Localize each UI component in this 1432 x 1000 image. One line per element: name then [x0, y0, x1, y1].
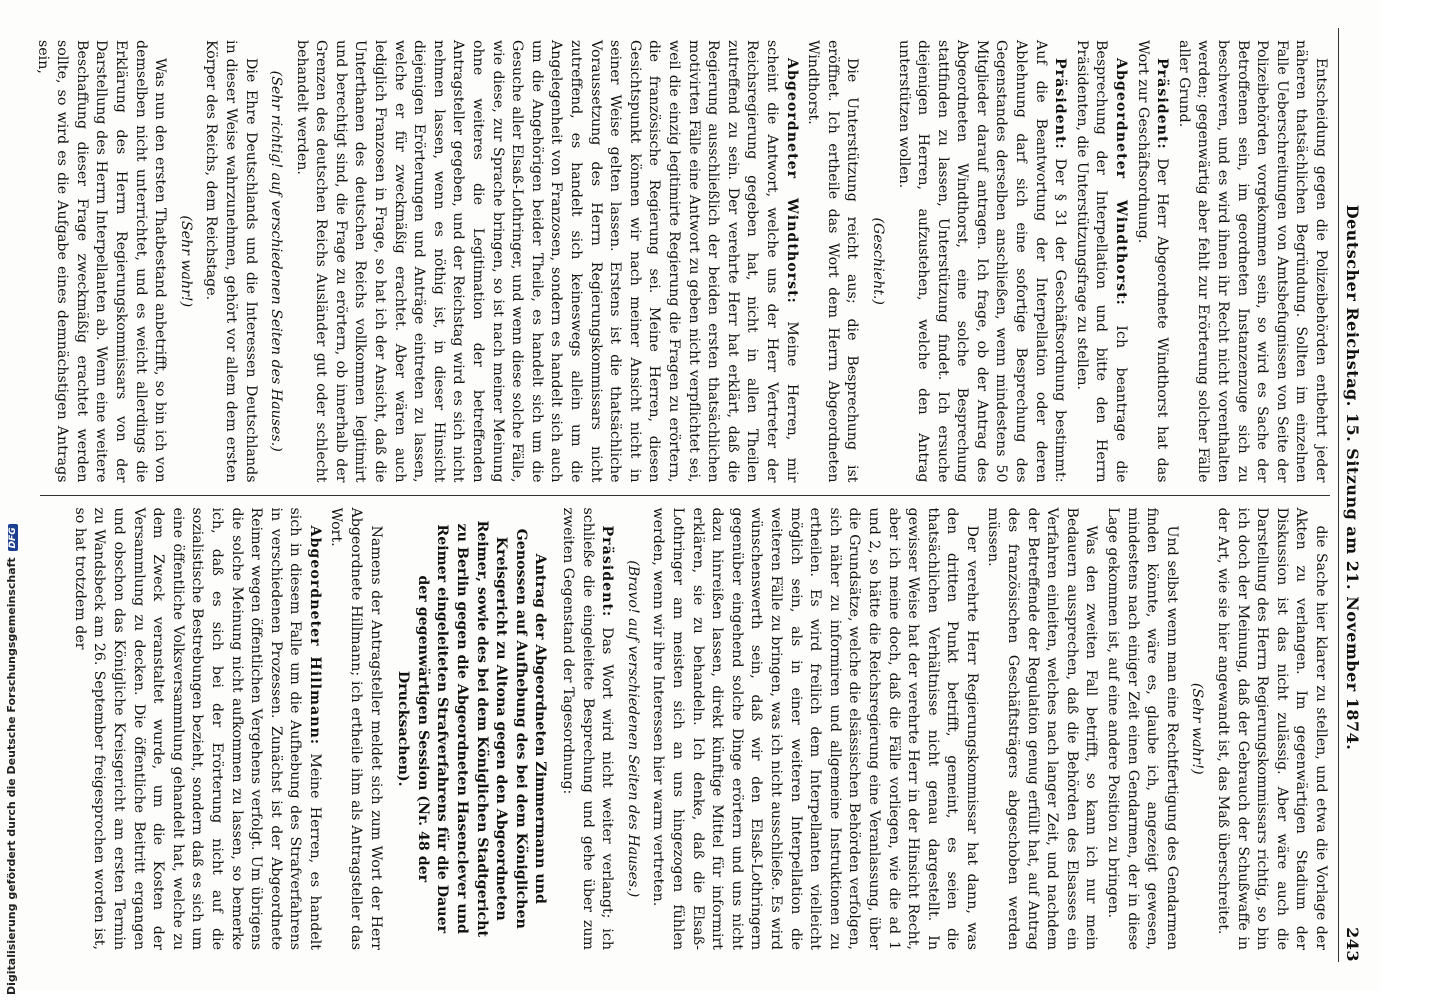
speech-text: Ich beantrage die Besprechung der Interpellation und bitte den Herrn Präsidenten, die Unterstützungsfrage zu stellen.: [1073, 40, 1130, 483]
stage-direction: (Bravo! auf verschiedenen Seiten des Hauses.): [624, 560, 641, 898]
text-paragraph: Namens der Antragsteller meldet sich zum Wort der Herr Abgeordnete Hillmann; ich ertheile ihm als Antragsteller das Wort.: [328, 507, 384, 950]
stage-direction: (Sehr wahr!): [1189, 682, 1206, 775]
speaker-name: Präsident:: [1154, 58, 1171, 150]
speech-text: Meine Herren, es handelt sich in diesem Falle um die Aufhebung des Strafverfahrens in verschiedenen Prozessen. Zunächst ist der Abgeordnete Reimer wegen öffentlichen Vergehens verfolgt. Um übrigens die solche Meinung nicht aufkommen zu lassen, so bemerke ich, daß es sich bei der Erörterung nicht auf die sozialistische Bestrebungen bezieht, sondern daß es sich um eine öffentliche Volksversammlung gehandelt hat, welche zu dem Zweck veranstaltet wurde, um die Kosten der Versammlung zu decken. Die öffentliche Beitritt ergangen und obschon das Königliche Kreisgericht am ersten Termin zu Wandsbeck am 26. September freigesprochen worden ist, so hat trotzdem der: [71, 507, 323, 950]
dfg-logo-icon: DFG: [8, 524, 18, 551]
text-paragraph: Entscheidung gegen die Polizeibehörden entbehrt jeder näheren thatsächlichen Begründung. Sollten im einzelnen Falle Ueberschreitungen von Amtsbefugnissen von Seite der Polizeibehörden vorgekommen sein, so wird es Sache der Betroffenen sein, im geordneten Instanzenzuge sich zu beschweren, und es wird ihnen ihr Recht nicht vorenthalten werden; gegenwärtig aber fehlt zur Erörterung solcher Fälle aller Grund.: [1175, 40, 1329, 483]
text-paragraph: Die Unterstützung reicht aus; die Besprechung ist eröffnet. Ich ertheile das Wort dem Herrn Abgeordneten Windthorst.: [805, 40, 861, 483]
digitization-credit: [3, 527, 23, 1000]
text-paragraph: Die Ehre Deutschlands und die Interessen Deutschlands in dieser Weise wahrzunehmen, gehört vor allem dem ersten Körper des Reichs, dem Reichstage.: [203, 40, 259, 483]
stage-direction: (Sehr richtig! auf verschiedenen Seiten des Hauses.): [268, 70, 285, 452]
speech-text: Meine Herren, mir scheint die Antwort, welche uns der Herr Vertreter der Reichsregierung gegeben hat, nicht in allen Theilen zutreffend zu sein. Der verehrte Herr hat erklärt, daß die Regierung ausschließlich der beiden ersten thatsächlichen motivirten Fälle eine Antwort zu geben nicht verpflichtet sei, weil die einzig legitimirte Regierung die Fragen zu erörtern, die französische Regierung sei. Meine Herren, diesen Gesichtspunkt können wir nach meiner Ansicht nicht in seiner Weise gelten lassen. Erstens ist die thatsächliche Voraussetzung des Herrn Regierungskommissars nicht zutreffend, es handelt sich keineswegs allein um die Angelegenheit von Franzosen, sondern es handelt sich auch um die Angehörigen beider Theile, es handelt sich um die Gesuche aller Elsaß-Lothringer, und wenn diese solche Fälle, wie diese, zur Sprache bringen, so ist nach meiner Meinung ohne weiteres die Legitimation der betreffenden Antragsteller gegeben, und der Reichstag wird es sich nicht nehmen lassen, wenn es nöthig ist, in dieser Hinsicht diejenigen Erörterungen und Anträge eintreten zu lassen, welche er für zweckmäßig erachtet. Aber wären auch lediglich Franzosen in Frage, so hat ich der Ansicht, daß die Unterthanen des deutschen Reichs vollkommen legitimirt und berechtigt sind, die Frage zu erörtern, ob innerhalb der Grenzen des deutschen Reichs Ausländer gut oder schlecht behandelt werden.: [293, 40, 800, 483]
speech-paragraph: [557, 508, 616, 951]
speaker-name: Abgeordneter Windthorst:: [783, 58, 800, 304]
running-head: [1338, 28, 1362, 962]
speech-paragraph: [69, 508, 324, 951]
page-number: 243: [1343, 927, 1362, 962]
text-paragraph: die Sache hier klarer zu stellen, und etwa die Vorlage der Akten zu verlangen. Im gegenwärtigen Stadium der Diskussion ist das nicht zulässig. Aber wäre auch die Darstellung des Herrn Regierungskommissars richtig, so bin ich doch der Meinung, daß der Gebrauch der Schußwaffe in der Art, wie sie hier angewandt ist, das Maß überschreitet.: [1215, 507, 1329, 950]
agenda-motion: Antrag der Abgeordneten Zimmermann und Genossen auf Aufhebung des bei dem Königlichen Kreisgericht zu Altona gegen den Abgeordneten Reimer, sowie des bei dem Königlichen Stadtgericht zu Berlin gegen die Abgeordneten Hasenclever und Reimer eingeleiteten Strafverfahrens für die Dauer der gegenwärtigen Session (Nr. 48 der Drucksachen).: [395, 520, 549, 938]
speaker-name: Abgeordneter Hillmann:: [306, 525, 323, 746]
left-column: [34, 28, 1330, 495]
speech-paragraph: [893, 40, 1069, 483]
speech-paragraph: [291, 40, 800, 483]
speech-text: Der § 31 der Geschäftsordnung bestimmt: Auf die Beantwortung der Interpellation oder deren Ablehnung darf sich eine sofortige Besprechung des Gegenstandes derselben anschließen, wenn mindestens 50 Mitglieder darauf antragen. Ich frage, ob der Antrag des Abgeordneten Windthorst, eine solche Besprechung stattfinden zu lassen, Unterstützung findet. Ich ersuche diejenigen Herren, aufzustehen, welche den Antrag unterstützen wollen.: [895, 40, 1069, 483]
text-paragraph: Was nun den ersten Thatbestand anbetrifft, so bin ich von demselben nicht unterrichtet, und es weicht allerdings die Erklärung des Herrn Regierungskommissars von der Darstellung des Herrn Interpellanten ab. Wenn eine weitere Beschaffung dieser Frage zweckmäßig erachtet werden sollte, so wird es die Aufgabe eines demnächstigen Antrags sein,: [34, 40, 169, 483]
speaker-name: Abgeordneter Windthorst:: [1113, 58, 1130, 306]
speech-paragraph: [1071, 40, 1130, 483]
speech-paragraph: [1132, 40, 1171, 483]
text-columns: [34, 28, 1330, 962]
speech-text: Der Herr Abgeordnete Windthorst hat das Wort zur Geschäftsordnung.: [1134, 40, 1171, 483]
speech-text: Das Wort wird nicht weiter verlangt; ich schließe die eingeleitete Besprechung und gehe über zum zweiten Gegenstand der Tagesordnung:: [560, 507, 616, 950]
stage-direction: (Geschieht.): [869, 217, 886, 305]
running-head-title: Deutscher Reichstag. 15. Sitzung am 21. November 1874.: [1343, 204, 1362, 751]
speaker-name: Präsident:: [599, 525, 616, 618]
speaker-name: Präsident:: [1052, 58, 1069, 150]
right-column: [40, 495, 1330, 963]
text-paragraph: Was den zweiten Fall betrifft, so kann ich nur mein Bedauern aussprechen, daß die Behörden des Elsasses ein Verfahren einleiten, welches nach langer Zeit, und nachdem der Betreffende der Regulation genug erfüllt hat, auf Antrag des französischen Geschäftsträgers abgeschoben werden müssen.: [985, 507, 1100, 950]
stage-direction: (Sehr wahr!): [177, 215, 194, 308]
text-paragraph: Der verehrte Herr Regierungskommissar hat dann, was den dritten Punkt betrifft, gemeint, es seien die thatsächlichen Verhältnisse nicht genau dargestellt. In gewisser Weise hat der verehrte Herr in der Hinsicht Recht, aber ich meine doch, daß die Fälle vorliegen, wie die ad 1 und 2, so hätte die Reichsregierung eine Veranlassung, über die Grundsätze, welche die elsässischen Behörden verfolgen, sich näher zu informiren und allgemeine Instruktionen zu ertheilen. Es wird freilich dem Interpellanten vielleicht möglich sein, als in einer weiteren Interpellation die weiteren Fälle zu bringen, was ich nicht ausschließe. Es wird wünschenswerth sein, daß wir den Elsaß-Lothringern gegenüber eingehend solche Dinge erörtern und uns nicht dazu hinreißen lassen, direkt künftige Mittel für informirt erklären, sie zu behandeln. Ich denke, daß die Elsaß-Lothringer am meisten sich an uns hingezogen fühlen werden, wenn wir ihre Interessen hier warm vertreten.: [650, 507, 980, 950]
text-paragraph: Und selbst wenn man eine Rechtfertigung des Gendarmen finden könnte, wäre es, glaube ich, angezeigt gewesen, mindestens nach einiger Zeit einen Gendarmen, der in diese Lage gekommen ist, auf eine andere Position zu bringen.: [1105, 507, 1180, 950]
credit-text: Digitalisierung gefördert durch die Deutsche Forschungsgemeinschaft: [5, 557, 18, 995]
